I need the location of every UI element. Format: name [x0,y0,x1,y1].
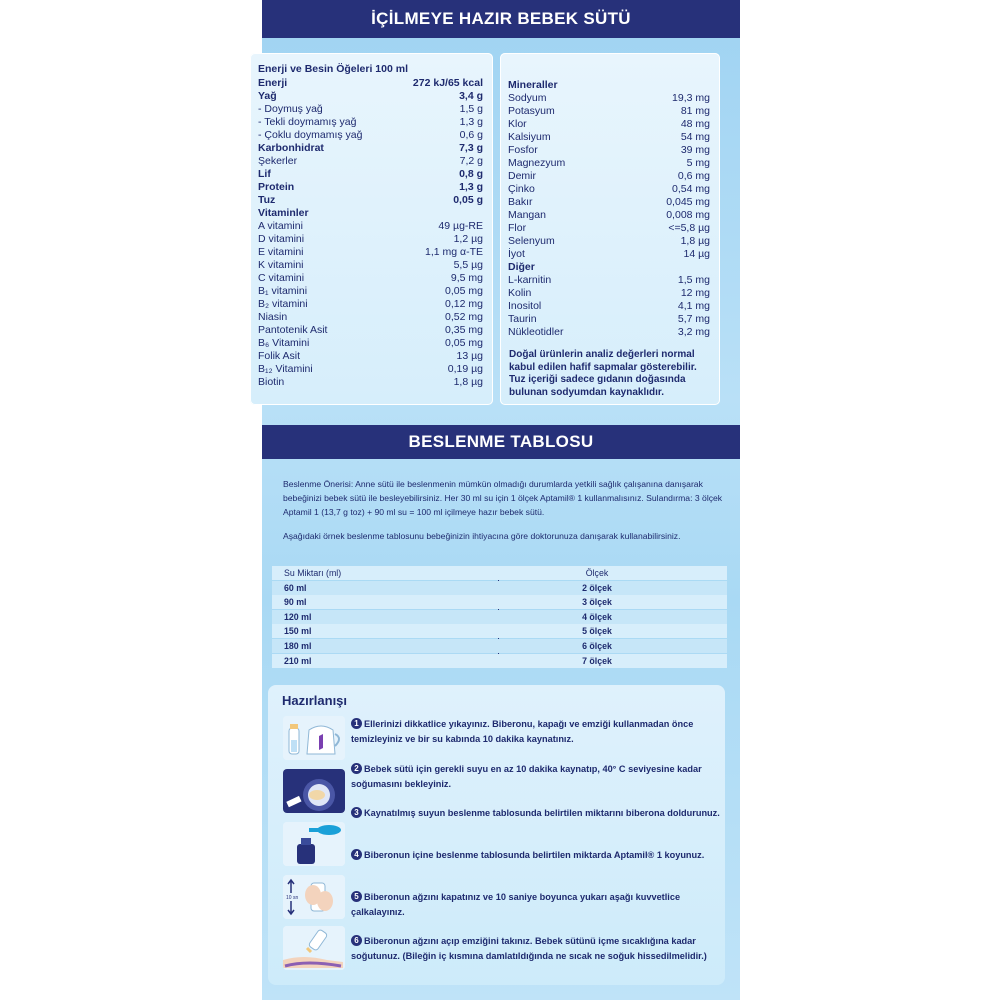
nutrient-value: 5 mg [686,157,710,169]
nutrient-label: Inositol [508,300,542,312]
feeding-title: BESLENME TABLOSU [262,425,740,459]
test-temperature-illustration [283,926,345,970]
nutrient-row [500,274,720,287]
nutrient-label: Klor [508,118,527,130]
nutrient-value: 1,8 µg [453,376,483,388]
nutrient-value: 0,6 mg [677,170,710,182]
nutrient-row [250,350,493,363]
nutrient-label: K vitamini [258,259,304,271]
nutrient-row [250,337,493,350]
nutrient-value: 0,05 mg [445,337,483,349]
nutrient-value: 0,8 g [459,168,483,180]
nutrient-label: L-karnitin [508,274,552,286]
nutrient-value: 272 kJ/65 kcal [412,77,483,89]
nutrient-label: Sodyum [508,92,547,104]
nutrient-value: 0,19 µg [447,363,483,375]
nutrient-value: 0,52 mg [445,311,483,323]
preparation-title: Hazırlanışı [282,693,348,708]
nutrient-row [500,131,720,144]
table-header: Su Miktarı (ml) Ölçek [272,566,727,580]
nutrient-label: Folik Asit [258,350,301,362]
preparation-step [351,848,721,863]
nutrient-value: 81 mg [680,105,710,117]
nutrient-value: 3,4 g [459,90,483,102]
nutrient-label: Magnezyum [508,157,566,169]
preparation-step [351,717,721,746]
nutrient-row [250,272,493,285]
nutrient-label: C vitamini [258,272,305,284]
nutrient-value: 0,05 mg [445,285,483,297]
nutrient-row [250,181,493,194]
nutrient-value: 7,2 g [459,155,483,167]
nutrient-value: 39 mg [680,144,710,156]
step-text: Bebek sütü için gerekli suyu en az 10 dakika kaynatıp, 40° C seviyesine kadar soğumasını bekleyiniz. [351,764,702,789]
header-title: İÇİLMEYE HAZIR BEBEK SÜTÜ [262,0,740,38]
nutrient-row [250,376,493,389]
nutrient-row [250,77,493,90]
nutrient-row [500,287,720,300]
nutrient-value: 0,12 mg [445,298,483,310]
nutrition-card [250,53,493,405]
nutrient-row [250,285,493,298]
nutrient-value: 5,7 mg [677,313,710,325]
nutrient-value: 4,1 mg [677,300,710,312]
nutrient-row [250,259,493,272]
nutrient-label: İyot [508,248,525,260]
nutrient-row [500,222,720,235]
nutrient-label: Çinko [508,183,535,195]
feeding-table [272,566,727,668]
nutrient-label: Tuz [258,194,276,206]
nutrient-row [500,105,720,118]
preparation-step [351,934,721,963]
scoop-count: 4 ölçek [582,611,612,622]
nutrient-row [500,157,720,170]
table-row [272,581,727,595]
nutrient-label: Niasin [258,311,288,323]
nutrient-label: - Tekli doymamış yağ [258,116,357,128]
scoop-count: 7 ölçek [582,655,612,666]
water-amount: 180 ml [284,640,312,651]
table-row [272,624,727,638]
nutrient-value: 5,5 µg [453,259,483,271]
preparation-step [351,890,721,919]
table-row [272,654,727,668]
nutrient-value: 7,3 g [459,142,483,154]
analysis-note: Doğal ürünlerin analiz değerleri normal kabul edilen hafif sapmalar gösterebilir. Tuz içeriği sadece gıdanın doğasında bulunan sodyumdan kaynaklıdır. [509,349,697,398]
nutrient-value: 0,54 mg [672,183,710,195]
nutrient-value: 1,8 µg [680,235,710,247]
table-row [272,610,727,624]
nutrient-row [500,118,720,131]
step-text: Biberonun ağzını kapatınız ve 10 saniye boyunca yukarı aşağı kuvvetlice çalkalayınız. [351,892,681,917]
nutrient-row [250,155,493,168]
nutrient-row [500,196,720,209]
nutrient-row [250,116,493,129]
nutrient-value: 0,05 g [453,194,483,206]
nutrient-value: 1,5 mg [677,274,710,286]
nutrient-row [500,235,720,248]
nutrient-label: Potasyum [508,105,555,117]
nutrient-row [250,103,493,116]
nutrient-value: 9,5 mg [450,272,483,284]
nutrient-label: - Doymuş yağ [258,103,323,115]
nutrient-label: Demir [508,170,536,182]
nutrient-label: B₆ Vitamini [258,337,310,349]
nutrient-row [500,144,720,157]
nutrient-row [500,209,720,222]
nutrient-label: B₁₂ Vitamini [258,363,313,375]
nutrient-label: Pantotenik Asit [258,324,328,336]
step-number: 5 [351,891,362,902]
nutrient-label: Fosfor [508,144,538,156]
nutrient-label: Taurin [508,313,537,325]
step-text: Ellerinizi dikkatlice yıkayınız. Biberonu, kapağı ve emziği kullanmadan önce temizleyiniz ve bir su kabında 10 dakika kaynatınız. [351,719,694,744]
boiling-water-illustration [283,769,345,813]
nutrient-value: 0,6 g [459,129,483,141]
nutrient-label: Vitaminler [258,207,309,219]
nutrient-row [250,168,493,181]
nutrient-row [500,326,720,339]
nutrient-value: 19,3 mg [672,92,710,104]
nutrient-value: 14 µg [683,248,710,260]
nutrient-label: Flor [508,222,527,234]
nutrient-label: Kalsiyum [508,131,551,143]
nutrient-row [250,129,493,142]
nutrient-value: 49 µg-RE [438,220,483,232]
nutrient-label: Mineraller [508,79,558,91]
nutrient-row [250,142,493,155]
minerals-card [500,53,720,405]
nutrient-value: 3,2 mg [677,326,710,338]
nutrient-row [250,194,493,207]
step-number: 3 [351,807,362,818]
scoop-count: 5 ölçek [582,626,612,637]
nutrient-label: Kolin [508,287,532,299]
nutrient-row [250,207,493,220]
water-amount: 90 ml [284,597,307,608]
nutrient-label: - Çoklu doymamış yağ [258,129,363,141]
nutrient-value: 1,3 g [459,116,483,128]
nutrient-row [250,311,493,324]
nutrient-row [500,79,720,92]
nutrient-row [500,248,720,261]
nutrient-label: A vitamini [258,220,303,232]
nutrient-row [250,324,493,337]
nutrient-label: Protein [258,181,295,193]
water-amount: 150 ml [284,626,312,637]
nutrient-label: Bakır [508,196,533,208]
nutrient-label: Şekerler [258,155,298,167]
scoop-count: 2 ölçek [582,582,612,593]
water-amount: 60 ml [284,582,307,593]
nutrient-value: 1,5 g [459,103,483,115]
water-amount: 210 ml [284,655,312,666]
nutrient-row [500,92,720,105]
nutrient-value: 1,1 mg α-TE [424,246,483,258]
step-number: 1 [351,718,362,729]
scoop-count: 3 ölçek [582,597,612,608]
step-text: Kaynatılmış suyun beslenme tablosunda belirtilen miktarını biberona doldurunuz. [364,808,720,818]
feeding-recommendation: Beslenme Önerisi: Anne sütü ile beslenmenin mümkün olmadığı durumlarda yetkili sağlık çalışanına danışarak bebeğinizi bebek sütü ile besleyebilirsiniz. Her 30 ml su için 1 ölçek Aptamil® 1 kullanmalısınız. Sulandırma: 3 ölçek Aptamil 1 (13,7 g toz) + 90 ml su = 100 ml içilmeye hazır bebek sütü. [283,479,723,517]
nutrient-value: 1,2 µg [453,233,483,245]
nutrient-row [250,246,493,259]
table-row [272,595,727,609]
nutrient-label: Enerji [258,77,288,89]
nutrient-label: Nükleotidler [508,326,564,338]
feeding-text [283,477,723,553]
nutrient-row [500,183,720,196]
nutrient-label: D vitamini [258,233,305,245]
svg-text:10 sn: 10 sn [286,895,299,901]
nutrient-value: 54 mg [680,131,710,143]
nutrient-label: Karbonhidrat [258,142,324,154]
nutrient-row [500,313,720,326]
nutrient-row [250,90,493,103]
nutrient-value: 1,3 g [459,181,483,193]
nutrient-label: E vitamini [258,246,304,258]
nutrient-row [250,220,493,233]
nutrient-label: Diğer [508,261,535,273]
nutrient-value: 48 mg [680,118,710,130]
nutrient-label: B₂ vitamini [258,298,308,310]
nutrient-row [500,170,720,183]
step-number: 6 [351,935,362,946]
step-number: 4 [351,849,362,860]
nutrient-row [500,300,720,313]
feeding-advice: Aşağıdaki örnek beslenme tablosunu bebeğinizin ihtiyacına göre doktorunuza danışarak kullanabilirsiniz. [283,531,681,541]
nutrient-value: 0,008 mg [666,209,710,221]
nutrient-label: Biotin [258,376,285,388]
preparation-step [351,806,721,821]
table-row [272,639,727,653]
nutrient-row [250,363,493,376]
nutrient-value: <=5,8 µg [668,222,710,234]
nutrient-label: B₁ vitamini [258,285,308,297]
nutrient-value: 13 µg [456,350,483,362]
nutrient-value: 12 mg [680,287,710,299]
nutrient-value: 0,045 mg [666,196,710,208]
nutrient-row [250,298,493,311]
nutrient-value: 0,35 mg [445,324,483,336]
preparation-step [351,762,721,791]
nutrient-label: Lif [258,168,271,180]
nutrient-label: Yağ [258,90,277,102]
nutrient-label: Selenyum [508,235,555,247]
water-amount: 120 ml [284,611,312,622]
step-number: 2 [351,763,362,774]
shake-bottle-illustration [283,875,345,919]
nutrient-row [250,233,493,246]
step-text: Biberonun ağzını açıp emziğini takınız. Bebek sütünü içme sıcaklığına kadar soğutunuz. (Bileğin iç kısmına damlatıldığında ne sıcak ne soğuk hissedilmelidir.) [351,936,707,961]
nutrition-title: Enerji ve Besin Öğeleri 100 ml [258,63,408,75]
kettle-bottle-illustration [283,716,345,760]
nutrient-label: Mangan [508,209,546,221]
nutrient-row [500,261,720,274]
scoop-count: 6 ölçek [582,640,612,651]
step-text: Biberonun içine beslenme tablosunda belirtilen miktarda Aptamil® 1 koyunuz. [364,850,705,860]
pour-water-illustration [283,822,345,866]
